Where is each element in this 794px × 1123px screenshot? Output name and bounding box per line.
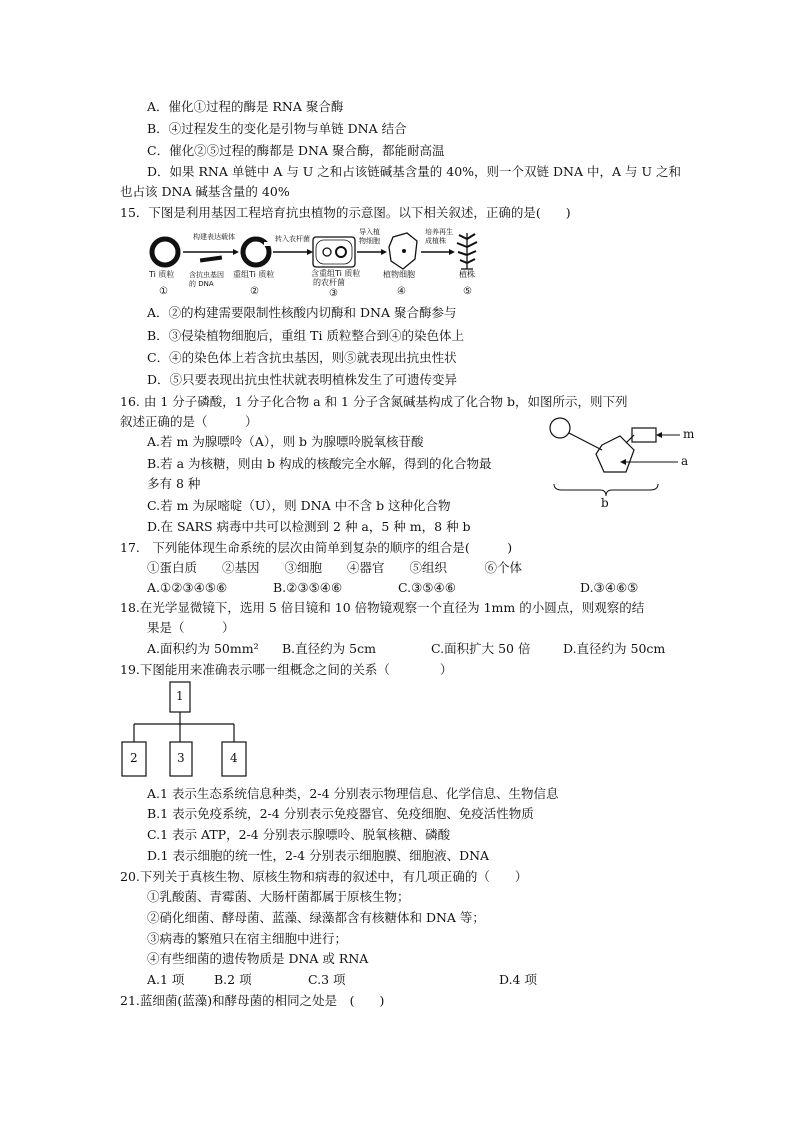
q18-option-c: C.面积扩大 50 倍 [431,641,531,656]
q14-option-b: B．④过程发生的变化是引物与单链 DNA 结合 [147,121,407,136]
q17-option-c: C.③⑤④⑥ [398,580,456,595]
item5-name: 植株 [459,270,475,279]
q17-option-b: B.②③⑤④⑥ [273,580,343,595]
q18-option-d: D.直径约为 50cm [563,641,666,656]
item2-name: 重组Ti 质粒 [233,270,275,279]
label-m: m [683,427,695,441]
q15-option-d: D．⑤只要表现出抗虫性状就表明植株发生了可遗传变异 [147,372,458,387]
q19-option-c: C.1 表示 ATP，2-4 分别表示腺嘌呤、脱氧核糖、磷酸 [147,827,451,842]
q17-items: ①蛋白质 ②基因 ③细胞 ④器官 ⑤组织 ⑥个体 [147,560,523,575]
label-b: b [601,496,609,510]
box-3-label: 3 [177,751,185,765]
item5-num: ⑤ [463,286,472,297]
q16-stem-2: 叙述正确的是（ ） [120,414,258,429]
q16-option-d: D.在 SARS 病毒中共可以检测到 2 种 a，5 种 m，8 种 b [147,519,471,534]
q20-option-b: B.2 项 [214,972,252,987]
nucleotide-diagram [540,410,710,520]
box-2-label: 2 [130,751,138,765]
q20-item-4: ④有些细菌的遗传物质是 DNA 或 RNA [147,951,369,966]
q17-stem: 17. 下列能体现生命系统的层次由简单到复杂的顺序的组合是( ) [120,540,513,555]
gene-label-1: 含抗虫基因 [189,271,224,279]
q16-option-b-cont: 多有 8 种 [147,476,201,491]
item1-num: ① [159,286,168,297]
arrow4-label-2: 成植株 [425,237,446,245]
q14-option-d-cont: 也占该 DNA 碱基含量的 40% [120,184,290,199]
q21-stem: 21.蓝细菌(蓝藻)和酵母菌的相同之处是 ( ) [120,993,385,1008]
phosphate-circle [550,418,570,438]
q18-stem-1: 18.在光学显微镜下，选用 5 倍目镜和 10 倍物镜观察一个直径为 1mm 的小圆点，则观察的结 [120,600,645,615]
arrow1-label: 构建表达载体 [193,233,235,241]
q20-option-c: C.3 项 [308,972,346,987]
q14-option-d: D．如果 RNA 单链中 A 与 U 之和占该链碱基含量的 40%，则一个双链 DNA 中，A 与 U 之和 [147,164,681,179]
item1-name: Ti 质粒 [149,270,175,279]
ti-plasmid-icon [152,239,178,265]
item3-num: ③ [329,288,338,299]
gene-label-2: 的 DNA [189,280,214,288]
arrow3-label-1: 导入植 [359,228,380,236]
q19-option-a: A.1 表示生态系统信息种类，2-4 分别表示物理信息、化学信息、生物信息 [147,786,559,801]
q20-option-d: D.4 项 [499,972,537,987]
label-a: a [681,454,689,468]
q17-option-d: D.③④⑥⑤ [580,580,639,595]
q18-option-a: A.面积约为 50mm² [147,641,259,656]
q15-diagram [145,225,485,303]
arrow3-label-2: 物细胞 [359,237,380,245]
box-1-label: 1 [176,689,184,703]
arrow2-label: 转入农杆菌 [275,235,310,243]
q14-option-a: A．催化①过程的酶是 RNA 聚合酶 [147,99,344,114]
item4-num: ④ [397,286,406,297]
q20-option-a: A.1 项 [147,972,185,987]
q18-option-b: B.直径约为 5cm [282,641,376,656]
dna-fragment-icon [200,255,222,262]
q20-item-2: ②硝化细菌、酵母菌、蓝藻、绿藻都含有核糖体和 DNA 等； [147,910,485,925]
q19-option-b: B.1 表示免疫系统，2-4 分别表示免疫器官、免疫细胞、免疫活性物质 [147,806,534,821]
q15-stem: 15．下图是利用基因工程培育抗虫植物的示意图。以下相关叙述，正确的是( ) [120,205,571,220]
q14-option-c: C．催化②⑤过程的酶都是 DNA 聚合酶，都能耐高温 [147,143,445,158]
item4-name: 植物细胞 [383,270,415,279]
q16-option-c: C.若 m 为尿嘧啶（U），则 DNA 中不含 b 这种化合物 [147,498,451,513]
q19-option-d: D.1 表示细胞的统一性，2-4 分别表示细胞膜、细胞液、DNA [147,848,490,863]
q18-stem-2: 果是（ ） [147,620,235,635]
q16-stem-1: 16. 由 1 分子磷酸，1 分子化合物 a 和 1 分子含氮碱基构成了化合物 b，如图所示，则下列 [120,394,628,409]
q15-option-a: A．②的构建需要限制性核酸内切酶和 DNA 聚合酶参与 [147,305,457,320]
q20-stem: 20.下列关于真核生物、原核生物和病毒的叙述中，有几项正确的（ ） [120,869,528,884]
q16-option-b: B.若 a 为核糖，则由 b 构成的核酸完全水解，得到的化合物最 [147,456,492,471]
plant-icon [457,233,477,269]
q15-option-b: B．③侵染植物细胞后，重组 Ti 质粒整合到④的染色体上 [147,328,464,343]
q20-item-3: ③病毒的繁殖只在宿主细胞中进行； [147,931,348,946]
item3-name: 含重组Ti 质粒 [311,269,361,278]
arrow4-label-1: 培养再生 [425,228,453,236]
box-4-label: 4 [230,751,238,765]
item3-name2: 的农杆菌 [313,278,345,287]
q19-tree-diagram [118,680,248,780]
q20-item-1: ①乳酸菌、青霉菌、大肠杆菌都属于原核生物； [147,889,410,904]
base-rectangle [632,428,656,442]
q15-option-c: C．④的染色体上若含抗虫基因，则⑤就表现出抗虫性状 [147,350,457,365]
q19-stem: 19.下图能用来准确表示哪一组概念之间的关系（ ） [120,662,453,677]
item2-num: ② [250,286,259,297]
q17-option-a: A.①②③④⑤⑥ [147,580,228,595]
q16-option-a: A.若 m 为腺嘌呤（A），则 b 为腺嘌呤脱氧核苷酸 [147,434,424,449]
